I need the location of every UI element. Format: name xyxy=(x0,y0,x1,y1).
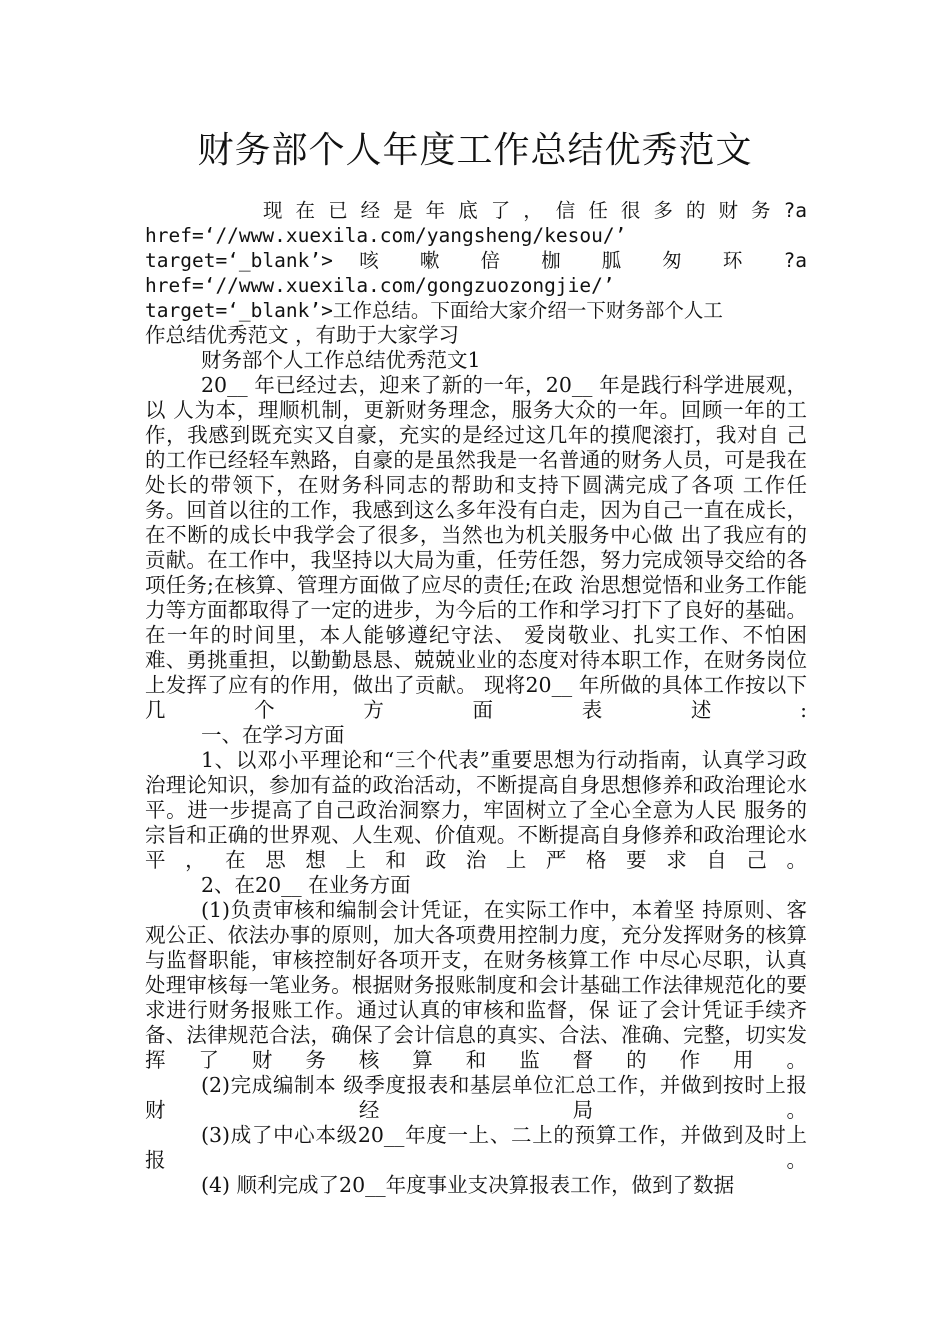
paragraph-business-3: (3)成了中心本级20__年度一上、二上的预算工作，并做到及时上报。 xyxy=(145,1123,807,1172)
intro-line-3: target=‘_blank’> 咳 嗽 倍 枷 胍 匆 环 ?a xyxy=(145,249,807,272)
intro-line-1: 现 在 已 经 是 年 底 了 ， 信 任 很 多 的 财 务 ?a xyxy=(263,199,807,222)
subheading-business: 2、在20__ 在业务方面 xyxy=(201,873,411,897)
intro-paragraph xyxy=(145,198,807,348)
paragraph-study-1: 1、以邓小平理论和“三个代表”重要思想为行动指南，认真学习政 治理论知识，参加有益的政治活动，不断提高自身思想修养和政治理论水平。进一步提高了自己政治洞察力，牢固树立了全心全意为人民 服务的宗旨和正确的世界观、人生观、价值观。不断提高自身修养和政治理论水平，在思想上和政治上严格要求自己。 xyxy=(145,748,807,872)
subheading-study: 一、在学习方面 xyxy=(201,723,345,747)
intro-line-6: 作总结优秀范文 ，有助于大家学习 xyxy=(145,323,460,347)
document-title: 财务部个人年度工作总结优秀范文 xyxy=(197,130,753,171)
paragraph-business-1: (1)负责审核和编制会计凭证，在实际工作中，本着坚 持原则、客观公正、依法办事的原则，加大各项费用控制力度，充分发挥财务的核算与监督职能，审核控制好各项开支，在财务核算工作 中尽心尽职，认真处理审核每一笔业务。根据财务报账制度和会计基础工作法律规范化的要求进行财务报账工作。通过认真的审核和监督，保 证了会计凭证手续齐备、法律规范合法，确保了会计信息的真实、合法、准确、完整，切实发挥了财务核算和监督的作用。 xyxy=(145,898,807,1072)
paragraph-business-4: (4) 顺利完成了20__年度事业支决算报表工作，做到了数据 xyxy=(201,1173,735,1197)
intro-line-5: target=‘_blank’>工作总结。下面给大家介绍一下财务部个人工 xyxy=(145,299,723,322)
section-heading: 财务部个人工作总结优秀范文1 xyxy=(201,348,481,372)
paragraph-business-2: (2)完成编制本 级季度报表和基层单位汇总工作，并做到按时上报财经局。 xyxy=(145,1073,807,1122)
intro-line-2: href=‘//www.xuexila.com/yangsheng/kesou/’ xyxy=(145,224,627,247)
document-body xyxy=(145,198,807,1198)
paragraph-1: 20__ 年已经过去，迎来了新的一年，20__ 年是践行科学进展观，以 人为本，理顺机制，更新财务理念，服务大众的一年。回顾一年的工作，我感到既充实又自豪，充实的是经过这几年的摸爬滚打，我对自 己的工作已经轻车熟路，自豪的是虽然我是一名普通的财务人员，可是我在处长的带领下，在财务科同志的帮助和支持下圆满完成了各项 工作任务。回首以往的工作，我感到这么多年没有白走，因为自己一直在成长，在不断的成长中我学会了很多，当然也为机关服务中心做 出了我应有的贡献。在工作中，我坚持以大局为重，任劳任怨，努力完成领导交给的各项任务;在核算、管理方面做了应尽的责任;在政 治思想觉悟和业务工作能力等方面都取得了一定的进步，为今后的工作和学习打下了良好的基础。在一年的时间里，本人能够遵纪守法、 爱岗敬业、扎实工作、不怕困难、勇挑重担，以勤勤恳恳、兢兢业业的态度对待本职工作，在财务岗位上发挥了应有的作用，做出了贡献。 现将20__ 年所做的具体工作按以下几个方面表述: xyxy=(145,373,807,722)
intro-line-4: href=‘//www.xuexila.com/gongzuozongjie/’ xyxy=(145,274,615,297)
